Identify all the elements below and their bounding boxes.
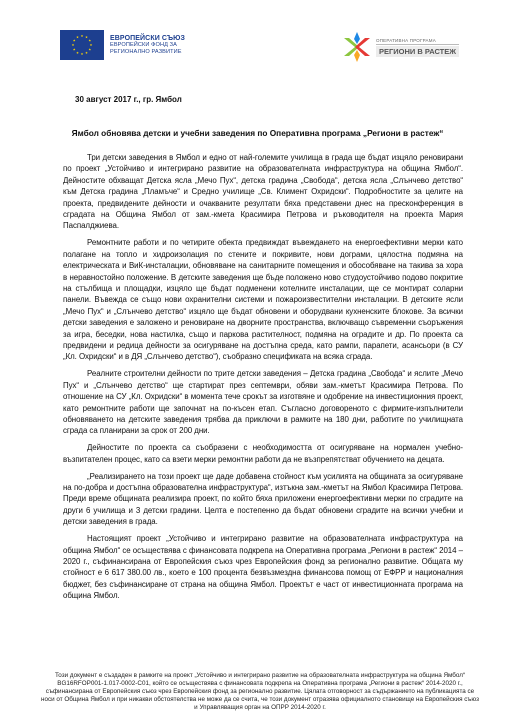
body-paragraph: „Реализирането на този проект ще даде добавена стойност към усилията на общината за осигуряване на по-добра и достъпна образователна инфраструктура“, изтъкна зам.-кметът на Ямбол Красимира Петрова. Преди време общината реализира проект, по който бяха приложени енергоефективни мерки по сградите на други 6 училища и 3 детски градини. Целта е постепенно да бъдат обновени сградите на всички учебни и детски заведения в града. <box>63 471 463 527</box>
eu-logo-line2: РЕГИОНАЛНО РАЗВИТИЕ <box>110 48 182 55</box>
eu-logo-title: ЕВРОПЕЙСКИ СЪЮЗ <box>110 34 185 42</box>
eu-flag-icon <box>60 30 104 60</box>
body-paragraph: Ремонтните работи и по четирите обекта предвиждат въвеждането на енергоефективни мерки като полагане на топло и хидроизолация по стените и покривите, нови дограми, цялостна подмяна на електрическата и ВиК-инсталации, обновяване на санитарните помещения и обособяване на такива за хора в неравностойно положение. В детските заведения ще бъде положено ново студоустойчиво подово покритие на стълбища и площадки, изцяло ще бъдат подменени котелните инсталации, ще се монтират соларни панели. Въвежда се също нови охранителни системи и пожароизвестителни инсталации. В детските ясли „Мечо Пух“ и „Слънчево детство“ изцяло ще бъдат обновени и оборудвани кухненските блокове. За всички детски заведения е заложено и реновиране на дворните пространства, включващо съвременни съоръжения за игра, беседки, нова настилка, също и парковa растителност, подмяна на оградите и др. По проекта са предвидени и редица дейности за осигуряване на достъпна среда, като рампи, парапети, асансьори (в СУ „Кл. Охридски“ и в ДЯ „Слънчево детство“), съобразно спецификата на всяка сграда. <box>63 238 463 362</box>
eu-logo-text <box>110 35 185 55</box>
eu-logo <box>60 30 185 60</box>
page-header <box>0 0 515 75</box>
date-line: 30 август 2017 г., гр. Ямбол <box>75 95 182 104</box>
program-logo <box>340 30 459 64</box>
body-paragraph: Настоящият проект „Устойчиво и интегрирано развитие на образователната инфраструктура на община Ямбол“ се осъществява с финансовата подкрепа на Оперативна програма „Региони в растеж“ 2014 – 2020 г., съфинансирана от Европейския съюз чрез Европейския фонд за регионално развитие. Общата му стойност е 6 617 380.00 лв., което е 100 процента безвъзмездна финансова помощ от ЕФРР и националния бюджет, без съфинансиране от страна на община Ямбол. Проектът е част от инвестиционната програма на община Ямбол. <box>63 534 463 601</box>
program-logo-icon <box>340 30 374 64</box>
document-body <box>63 152 463 607</box>
program-logo-name: РЕГИОНИ В РАСТЕЖ <box>376 46 459 57</box>
program-logo-small-text: ОПЕРАТИВНА ПРОГРАМА <box>376 38 459 45</box>
document-title: Ямбол обновява детски и учебни заведения по Оперативна програма „Региони в растеж“ <box>71 128 444 138</box>
body-paragraph: Реалните строителни дейности по трите детски заведения – Детска градина „Свобода“ и яслите „Мечо Пух“ и „Слънчево детство“ ще стартират през септември, обяви зам.-кметът Красимира Петрова. По отношение на СУ „Кл. Охридски“ в момента тече срокът за изготвяне и одобрение на инвестиционния проект, като ремонтните работи ще започнат на по-късен етап. Съгласно договореното с фирмите-изпълнители обновяването на детските заведения трябва да приключи в рамките на 180 дни, работите по училищната сграда са планирани за срок от 200 дни. <box>63 369 463 436</box>
body-paragraph: Дейностите по проекта са съобразени с необходимостта от осигуряване на нормален учебно-възпитателен процес, като са взети мерки ремонтни работи да не възпрепятстват обучението на децата. <box>63 443 463 464</box>
eu-logo-line1: ЕВРОПЕЙСКИ ФОНД ЗА <box>110 42 177 49</box>
body-paragraph: Три детски заведения в Ямбол и едно от най-големите училища в града ще бъдат изцяло реновирани по проект „Устойчиво и интегрирано развитие на образователната инфраструктура на община Ямбол“. Дейностите обхващат Детска ясла „Мечо Пух“, детска градина „Свобода“, детска ясла „Слънчево детство“ към Детска градина „Пламъче“ и Средно училище „Св. Климент Охридски“. Подробностите за целите на проекта, предвидените дейности и очакваните резултати бяха представени днес на пресконференция в сградата на Община Ямбол от зам.-кмета Красимира Петрова и ръководителя на проекта Мария Паспалджиева. <box>63 153 463 231</box>
footer-disclaimer: Този документ е създаден в рамките на проект „Устойчиво и интегрирано развитие на образователната инфраструктура на община Ямбол“ BG16RFOP001-1.017-0002-C01, който се осъществява с финансовата подкрепа на Оперативна програма „Региони в растеж“ 2014-2020 г., съфинансирана от Европейския съюз чрез Европейския фонд за регионално развитие. Цялата отговорност за съдържанието на публикацията се носи от Община Ямбол и при никакви обстоятелства не може да се счита, че този документ отразява официалното становище на Европейския съюз и Управляващия орган на ОПРР 2014-2020 г. <box>41 672 479 712</box>
program-logo-text <box>376 38 459 57</box>
